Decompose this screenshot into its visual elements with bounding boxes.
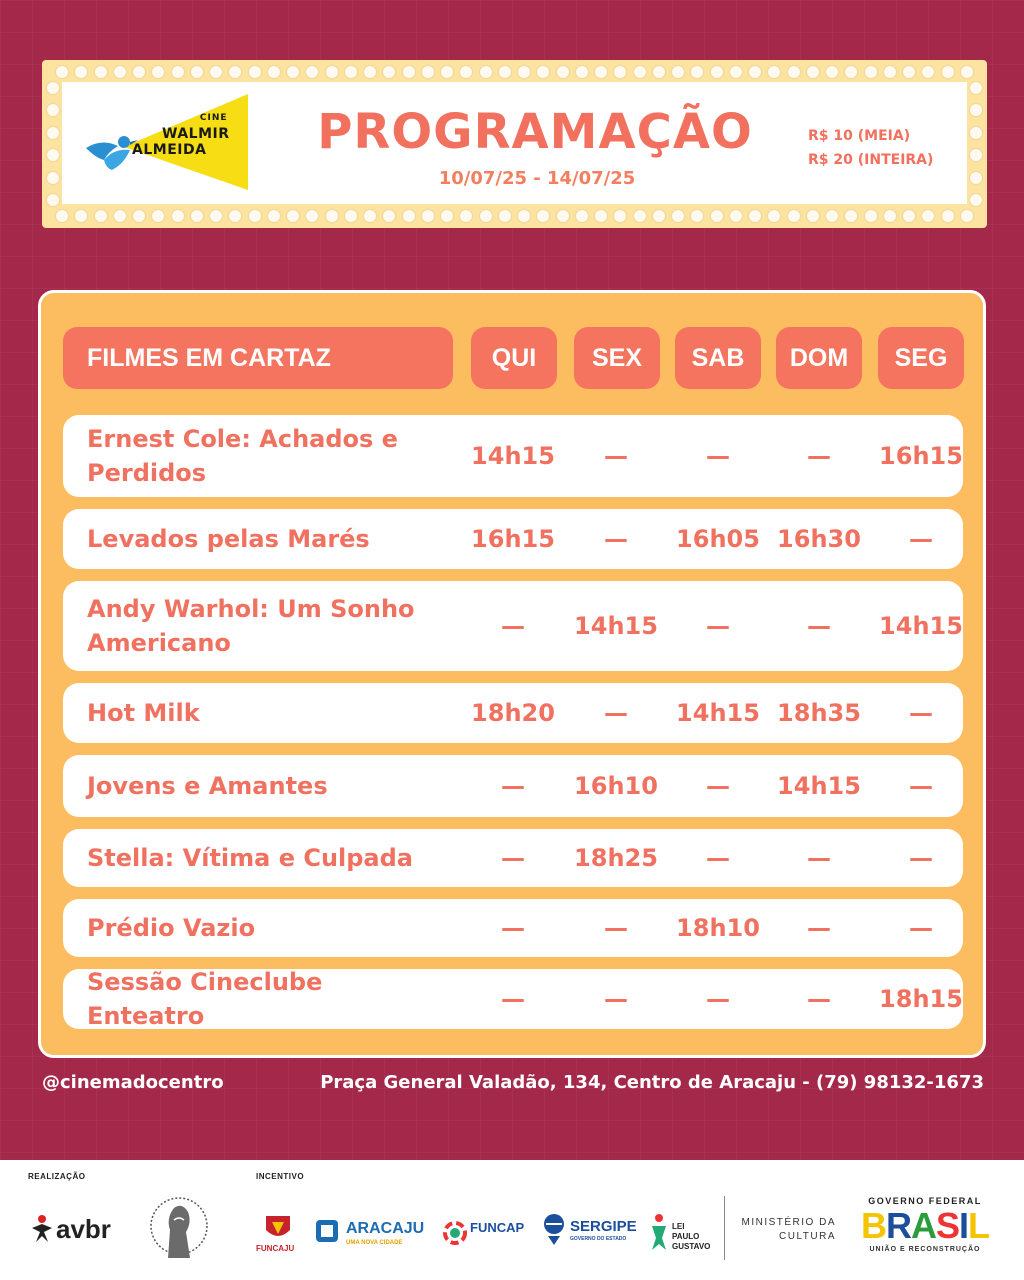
showtime-dom: 14h15	[777, 772, 861, 800]
marquee-bulb	[730, 66, 742, 78]
aracaju-logo	[314, 1216, 425, 1252]
marquee-bulb	[133, 210, 145, 222]
marquee-bulb	[970, 172, 982, 184]
showtime-qui: —	[501, 985, 525, 1013]
marquee-bulb	[691, 210, 703, 222]
marquee-bulb	[884, 66, 896, 78]
cinema-address: Praça General Valadão, 134, Centro de Aracaju - (79) 98132-1673	[320, 1072, 984, 1093]
marquee-bulb	[691, 66, 703, 78]
marquee-bulb	[970, 127, 982, 139]
marquee-bulb	[961, 66, 973, 78]
showtime-sab: 18h10	[676, 914, 760, 942]
avbr-text: avbr	[56, 1214, 111, 1244]
showtime-dom: 16h30	[777, 525, 861, 553]
showtime-seg: —	[909, 699, 933, 727]
film-title: Andy Warhol: Um Sonho Americano	[87, 595, 415, 657]
marquee-bulb	[595, 210, 607, 222]
showtime-seg: —	[909, 914, 933, 942]
sponsors-divider	[724, 1196, 725, 1260]
day-header-sex: SEX	[574, 327, 660, 389]
showtime-seg: 14h15	[879, 612, 963, 640]
marquee-bulb	[749, 210, 761, 222]
marquee-bulb	[903, 66, 915, 78]
aracaju-subtext: UMA NOVA CIDADE	[346, 1240, 403, 1246]
sponsors-strip	[0, 1160, 1024, 1280]
showtime-sex: 18h25	[574, 844, 658, 872]
marquee-bulb	[788, 210, 800, 222]
showtime-sex: —	[604, 699, 628, 727]
marquee-bulb	[287, 210, 299, 222]
marquee-bulb	[922, 210, 934, 222]
marquee-bulb	[403, 210, 415, 222]
ministerio-cultura-logo	[736, 1216, 836, 1244]
showtime-dom: —	[807, 612, 831, 640]
gov-brasil-word	[852, 1206, 998, 1246]
gov-letter: S	[935, 1205, 959, 1246]
marquee-bulb	[114, 210, 126, 222]
marquee-bulb	[865, 66, 877, 78]
marquee-bulbs-left	[44, 82, 62, 206]
marquee-bulb	[653, 210, 665, 222]
showtime-seg: —	[909, 525, 933, 553]
governo-federal-logo	[852, 1196, 998, 1253]
film-title: Hot Milk	[87, 699, 200, 727]
showtime-sex: 16h10	[574, 772, 658, 800]
schedule-row	[63, 755, 963, 817]
lpg-lei-text: LEI	[672, 1222, 685, 1231]
ticket-prices	[808, 124, 968, 172]
marquee-bulb	[249, 66, 261, 78]
showtime-qui: 14h15	[471, 442, 555, 470]
marquee-bulb	[249, 210, 261, 222]
showtime-sab: 16h05	[676, 525, 760, 553]
schedule-row	[63, 829, 963, 887]
marquee-bulb	[576, 210, 588, 222]
showtime-seg: —	[909, 844, 933, 872]
marquee-bulb	[884, 210, 896, 222]
marquee-bulb	[172, 210, 184, 222]
marquee-bulb	[287, 66, 299, 78]
header-marquee	[42, 60, 987, 228]
schedule-row	[63, 899, 963, 957]
marquee-bulb	[383, 210, 395, 222]
marquee-bulb	[229, 210, 241, 222]
marquee-bulb	[345, 210, 357, 222]
marquee-bulb	[826, 210, 838, 222]
gov-letter: A	[910, 1205, 936, 1246]
marquee-bulb	[970, 194, 982, 206]
sergipe-text: SERGIPE	[570, 1218, 637, 1235]
marquee-bulb	[133, 66, 145, 78]
film-title: Jovens e Amantes	[87, 772, 328, 800]
marquee-bulb	[845, 210, 857, 222]
marquee-bulb	[653, 66, 665, 78]
marquee-bulb	[47, 194, 59, 206]
marquee-bulb	[557, 66, 569, 78]
marquee-bulb	[383, 66, 395, 78]
funcap-logo	[442, 1216, 534, 1250]
marquee-bulb	[922, 66, 934, 78]
marquee-bulb	[672, 66, 684, 78]
showtime-sab: 14h15	[676, 699, 760, 727]
showtime-dom: —	[807, 442, 831, 470]
marquee-bulb	[191, 210, 203, 222]
film-title: Sessão Cineclube Enteatro	[87, 968, 323, 1030]
showtime-sab: —	[706, 844, 730, 872]
marquee-bulb	[518, 66, 530, 78]
instagram-handle: @cinemadocentro	[42, 1072, 224, 1093]
marquee-bulb	[441, 210, 453, 222]
showtime-qui: 18h20	[471, 699, 555, 727]
marquee-bulb	[807, 210, 819, 222]
marquee-bulb	[576, 66, 588, 78]
funcaju-shield-icon	[264, 1214, 292, 1242]
marquee-bulb	[326, 66, 338, 78]
film-title: Stella: Vítima e Culpada	[87, 844, 414, 872]
marquee-bulb	[114, 66, 126, 78]
marquee-bulb	[47, 149, 59, 161]
marquee-bulb	[557, 210, 569, 222]
gov-letter: R	[885, 1205, 911, 1246]
marquee-bulbs-right	[967, 82, 985, 206]
showtime-dom: —	[807, 844, 831, 872]
sergipe-crest-icon	[542, 1212, 566, 1246]
gov-top-text: GOVERNO FEDERAL	[868, 1196, 982, 1206]
funcap-ring-icon	[442, 1220, 468, 1246]
showtime-dom: —	[807, 914, 831, 942]
marquee-bulb	[970, 149, 982, 161]
marquee-bulb	[152, 66, 164, 78]
marquee-bulb	[942, 66, 954, 78]
marquee-bulb	[537, 66, 549, 78]
marquee-bulb	[768, 66, 780, 78]
marquee-bulbs-bottom	[56, 207, 973, 225]
marquee-bulb	[210, 66, 222, 78]
showtime-dom: —	[807, 985, 831, 1013]
marquee-bulb	[364, 66, 376, 78]
gov-letter: I	[959, 1205, 969, 1246]
marquee-bulb	[326, 210, 338, 222]
date-range: 10/07/25 - 14/07/25	[438, 168, 636, 189]
logo-walmir: WALMIR	[162, 126, 230, 142]
marquee-bulb	[268, 210, 280, 222]
films-header: FILMES EM CARTAZ	[63, 327, 453, 389]
gov-letter: L	[968, 1205, 990, 1246]
marquee-bulb	[172, 66, 184, 78]
showtime-qui: —	[501, 772, 525, 800]
marquee-bulb	[75, 66, 87, 78]
schedule-row	[63, 509, 963, 569]
marquee-bulb	[614, 210, 626, 222]
marquee-bulb	[537, 210, 549, 222]
sergipe-logo	[542, 1212, 638, 1252]
schedule-row	[63, 581, 963, 671]
marquee-bulb	[711, 66, 723, 78]
marquee-bulb	[614, 66, 626, 78]
marquee-bulb	[306, 66, 318, 78]
lpg-figure-icon	[648, 1212, 670, 1252]
marquee-bulb	[152, 210, 164, 222]
showtime-sex: —	[604, 914, 628, 942]
ministerio-line-2: CULTURA	[779, 1231, 836, 1242]
showtime-sex: —	[604, 442, 628, 470]
lpg-gustavo-text: GUSTAVO	[672, 1242, 711, 1251]
avbr-logo	[30, 1212, 122, 1246]
funcaju-logo	[256, 1214, 300, 1258]
marquee-bulb	[56, 66, 68, 78]
marquee-bulbs-top	[56, 63, 973, 81]
cine-walmir-almeida-logo	[84, 94, 234, 190]
showtime-sex: —	[604, 525, 628, 553]
schedule-row	[63, 683, 963, 743]
marquee-bulb	[210, 210, 222, 222]
avbr-figure-icon	[30, 1214, 54, 1244]
price-full: R$ 20 (INTEIRA)	[808, 152, 934, 168]
day-header-dom: DOM	[776, 327, 862, 389]
page-title: PROGRAMAÇÃO	[317, 104, 753, 160]
showtime-sab: —	[706, 985, 730, 1013]
marquee-bulb	[942, 210, 954, 222]
marquee-bulb	[191, 66, 203, 78]
marquee-bulb	[788, 66, 800, 78]
marquee-bulb	[47, 82, 59, 94]
marquee-bulb	[499, 66, 511, 78]
marquee-bulb	[229, 66, 241, 78]
lei-paulo-gustavo-logo	[648, 1208, 714, 1260]
showtime-qui: 16h15	[471, 525, 555, 553]
showtime-seg: 16h15	[879, 442, 963, 470]
marquee-bulb	[961, 210, 973, 222]
lpg-paulo-text: PAULO	[672, 1232, 700, 1241]
marquee-bulb	[306, 210, 318, 222]
marquee-bulb	[970, 104, 982, 116]
day-header-sab: SAB	[675, 327, 761, 389]
marquee-bulb	[903, 210, 915, 222]
schedule-row	[63, 415, 963, 497]
marquee-bulb	[970, 82, 982, 94]
marquee-bulb	[47, 127, 59, 139]
realizacao-label: REALIZAÇÃO	[28, 1172, 86, 1181]
film-title: Levados pelas Marés	[87, 525, 370, 553]
schedule-row	[63, 969, 963, 1029]
film-title: Prédio Vazio	[87, 914, 256, 942]
aracaju-crest-icon	[314, 1218, 340, 1244]
showtime-qui: —	[501, 844, 525, 872]
marquee-bulb	[56, 210, 68, 222]
marquee-bulb	[768, 210, 780, 222]
marquee-bulb	[75, 210, 87, 222]
logo-cine: CINE	[199, 113, 228, 123]
showtime-seg: —	[909, 772, 933, 800]
marquee-bulb	[460, 210, 472, 222]
sergipe-subtext: GOVERNO DO ESTADO	[570, 1236, 627, 1242]
funcaju-text: FUNCAJU	[256, 1244, 295, 1253]
logo-text	[132, 110, 230, 158]
showtime-qui: —	[501, 914, 525, 942]
showtime-sab: —	[706, 442, 730, 470]
showtime-sab: —	[706, 772, 730, 800]
showtime-sex: 14h15	[574, 612, 658, 640]
marquee-bulb	[845, 66, 857, 78]
price-half: R$ 10 (MEIA)	[808, 128, 911, 144]
marquee-bulb	[403, 66, 415, 78]
marquee-bulb	[422, 210, 434, 222]
marquee-bulb	[807, 66, 819, 78]
gov-letter: B	[860, 1205, 886, 1246]
day-header-qui: QUI	[471, 327, 557, 389]
ministerio-line-1: MINISTÉRIO DA	[741, 1217, 836, 1228]
gov-bottom-text: UNIÃO E RECONSTRUÇÃO	[869, 1246, 981, 1253]
marquee-bulb	[95, 210, 107, 222]
marquee-bulb	[480, 66, 492, 78]
marquee-bulb	[634, 210, 646, 222]
aracaju-text: ARACAJU	[346, 1220, 425, 1237]
logo-almeida: ALMEIDA	[132, 142, 207, 158]
marquee-bulb	[268, 66, 280, 78]
marquee-bulb	[345, 66, 357, 78]
marquee-bulb	[480, 210, 492, 222]
marquee-bulb	[672, 210, 684, 222]
marquee-bulb	[460, 66, 472, 78]
marquee-bulb	[595, 66, 607, 78]
showtime-seg: 18h15	[879, 985, 963, 1013]
showtime-qui: —	[501, 612, 525, 640]
marquee-bulb	[518, 210, 530, 222]
marquee-bulb	[634, 66, 646, 78]
marquee-bulb	[364, 210, 376, 222]
incentivo-label: INCENTIVO	[256, 1172, 305, 1181]
seal-illustration-icon	[148, 1190, 210, 1268]
marquee-bulb	[826, 66, 838, 78]
marquee-bulb	[865, 210, 877, 222]
marquee-bulb	[95, 66, 107, 78]
schedule-card	[38, 290, 986, 1058]
marquee-bulb	[47, 104, 59, 116]
marquee-bulb	[730, 210, 742, 222]
film-title: Ernest Cole: Achados e Perdidos	[87, 425, 398, 487]
showtime-sex: —	[604, 985, 628, 1013]
marquee-bulb	[499, 210, 511, 222]
showtime-sab: —	[706, 612, 730, 640]
header-panel	[62, 82, 967, 204]
marquee-bulb	[422, 66, 434, 78]
day-header-seg: SEG	[878, 327, 964, 389]
marquee-bulb	[47, 172, 59, 184]
funcap-text: FUNCAP	[470, 1220, 525, 1235]
marquee-bulb	[441, 66, 453, 78]
showtime-dom: 18h35	[777, 699, 861, 727]
marquee-bulb	[711, 210, 723, 222]
marquee-bulb	[749, 66, 761, 78]
